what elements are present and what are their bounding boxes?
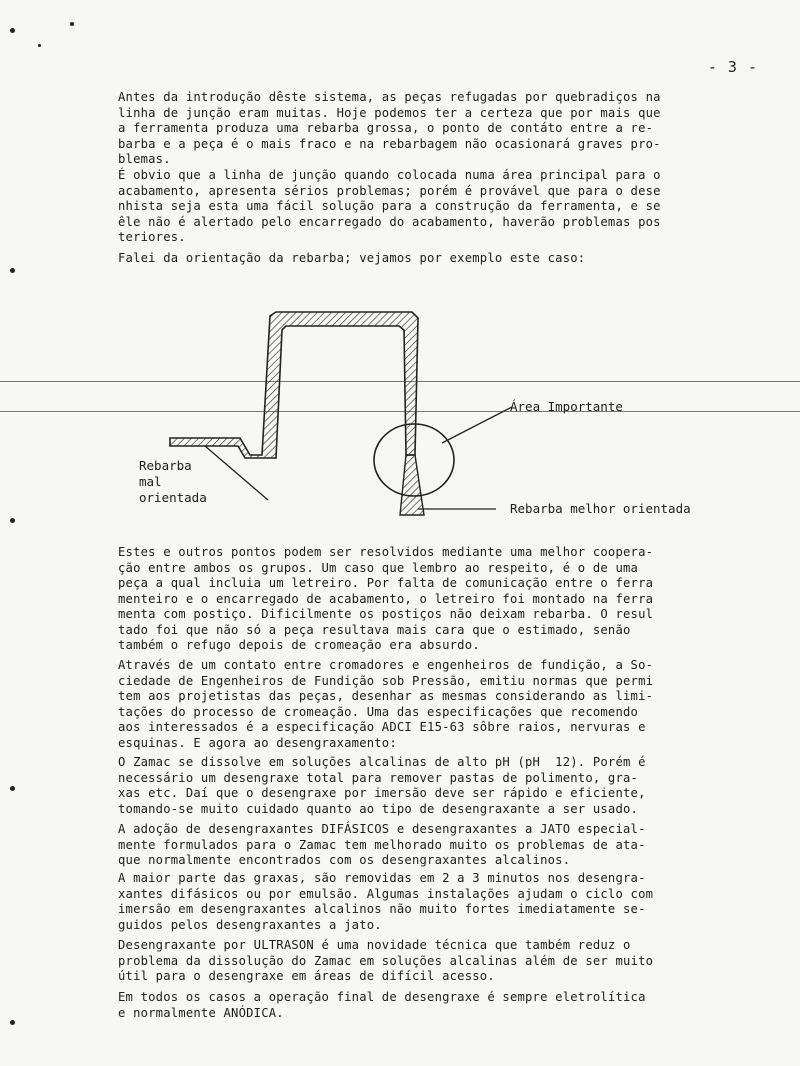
paragraph: Através de um contato entre cromadores e engenheiros de fundição, a So- ciedade de Engenheiros de Fundição sob Pressão, emitiu normas que permi tem aos projetistas das peças, desenhar as mesmas considerando as limi- tações do processo de cromeação. Uma das especificações que recomendo aos interessados é a especificação ADCI E15-63 sôbre raios, nervuras e esquinas. E agora ao desengraxamento: bbox=[118, 658, 654, 750]
paragraph: Antes da introdução dêste sistema, as peças refugadas por quebradiços na linha de junção eram muitas. Hoje podemos ter a certeza que por mais que a ferramenta produza uma rebarba grossa, o ponto de contáto entre a re- barba e a peça é o mais fraco e na rebarbagem não ocasionará graves pro- blemas. bbox=[118, 90, 661, 166]
label-good-burr: Rebarba melhor orientada bbox=[510, 501, 691, 516]
paragraph: A adoção de desengraxantes DIFÁSICOS e desengraxantes a JATO especial- mente formulados para o Zamac tem melhorado muito os problemas de ata- que normalmente encontrados com os desengraxantes alcalinos. bbox=[118, 822, 646, 867]
part-profile bbox=[170, 312, 418, 458]
paragraph: Desengraxante por ULTRASON é uma novidade técnica que também reduz o problema da dissolução do Zamac em soluções alcalinas além de ser muito útil para o desengraxe em áreas de difícil acesso. bbox=[118, 938, 654, 983]
label-important-area: Área Importante bbox=[510, 399, 623, 414]
paragraph: Falei da orientação da rebarba; vejamos por exemplo este caso: bbox=[118, 251, 586, 265]
good-burr bbox=[400, 455, 424, 515]
paragraph: A maior parte das graxas, são removidas em 2 a 3 minutos nos desengra- xantes difásicos ou por emulsão. Algumas instalações ajudam o ciclo com imersão em desengraxantes alcalinos não muito fortes imediatamente se- guidos pelos desengraxantes a jato. bbox=[118, 871, 654, 932]
paragraph: O Zamac se dissolve em soluções alcalinas de alto pH (pH 12). Porém é necessário um desengraxe total para remover pastas de polimento, gra- xas etc. Daí que o desengraxe por imersão deve ser rápido e eficiente, tomando-se muito cuidado quanto ao tipo de desengraxante a ser usado. bbox=[118, 755, 646, 816]
leader-bad-burr bbox=[205, 446, 268, 500]
paragraph: Em todos os casos a operação final de desengraxe é sempre eletrolítica e normalmente ANÓDICA. bbox=[118, 990, 646, 1020]
paragraph: É obvio que a linha de junção quando colocada numa área principal para o acabamento, apresenta sérios problemas; porém é provável que para o dese nhista seja esta uma fácil solução para a construção da ferramenta, e se êle não é alertado pelo encarregado do acabamento, haverão problemas pos teriores. bbox=[118, 168, 661, 244]
label-bad-burr: Rebarba mal orientada bbox=[139, 458, 207, 505]
paragraph: Estes e outros pontos podem ser resolvidos mediante uma melhor coopera- ção entre ambos os grupos. Um caso que lembro ao respeito, é o de uma peça a qual incluia um letreiro. Por falta de comunicação entre o ferra menteiro e o encarregado de acabamento, o letreiro foi montado na ferra menta com postiço. Dificilmente os postiços não deixam rebarba. O resul tado foi que não só a peça resultava mais cara que o estimado, senão também o refugo depois de cromeação era absurdo. bbox=[118, 545, 654, 652]
leader-important-area bbox=[442, 407, 512, 443]
page-number: - 3 - bbox=[707, 58, 758, 76]
